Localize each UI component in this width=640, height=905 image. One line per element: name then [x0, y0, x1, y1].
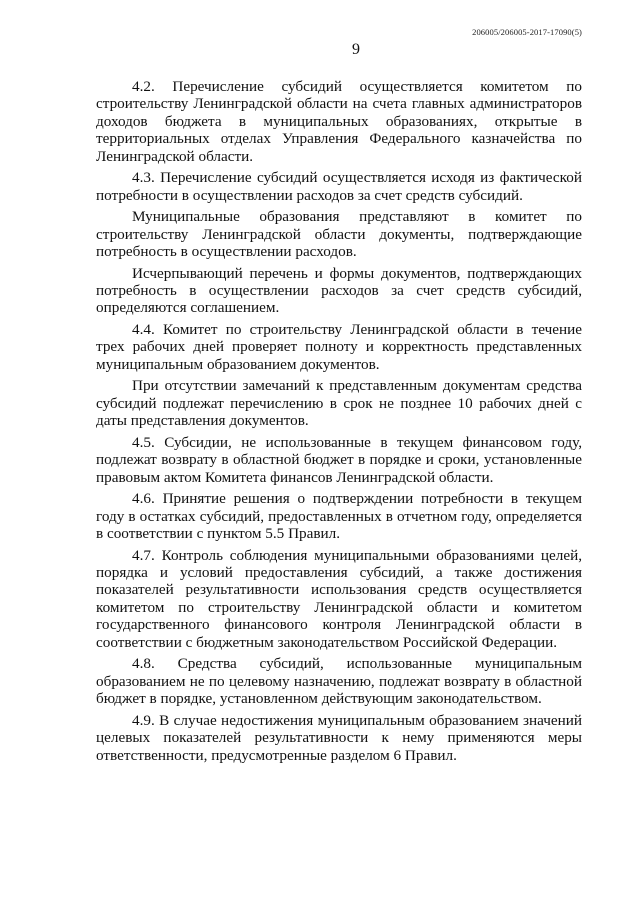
paragraph-municipal-documents: Муниципальные образования представляют в комитет по строительству Ленинградской области документы, подтверждающие потребность в осуществлении расходов. — [96, 208, 582, 261]
paragraph-transfer-deadline: При отсутствии замечаний к представленным документам средства субсидий подлежат перечислению в срок не позднее 10 рабочих дней с даты представления документов. — [96, 377, 582, 430]
paragraph-4-8: 4.8. Средства субсидий, использованные муниципальным образованием не по целевому назначению, подлежат возврату в областной бюджет в порядке, установленном действующим законодательством. — [96, 655, 582, 708]
document-body — [96, 78, 582, 768]
paragraph-4-2: 4.2. Перечисление субсидий осуществляется комитетом по строительству Ленинградской области на счета главных администраторов доходов бюджета в муниципальных образованиях, открытые в территориальных отделах Управления Федерального казначейства по Ленинградской области. — [96, 78, 582, 165]
page-number: 9 — [352, 41, 360, 58]
paragraph-4-5: 4.5. Субсидии, не использованные в текущем финансовом году, подлежат возврату в областной бюджет в порядке и сроки, установленные правовым актом Комитета финансов Ленинградской области. — [96, 433, 582, 486]
paragraph-4-4: 4.4. Комитет по строительству Ленинградской области в течение трех рабочих дней проверяет полноту и корректность представленных муниципальным образованием документов. — [96, 321, 582, 373]
paragraph-4-3: 4.3. Перечисление субсидий осуществляется исходя из фактической потребности в осуществлении расходов за счет средств субсидий. — [96, 169, 582, 204]
paragraph-4-6: 4.6. Принятие решения о подтверждении потребности в текущем году в остатках субсидий, предоставленных в отчетном году, определяется в соответствии с пунктом 5.5 Правил. — [96, 490, 582, 543]
paragraph-documents-list: Исчерпывающий перечень и формы документов, подтверждающих потребность в осуществлении расходов за счет средств субсидий, определяются соглашением. — [96, 264, 582, 317]
paragraph-4-7: 4.7. Контроль соблюдения муниципальными образованиями целей, порядка и условий предоставления субсидий, а также достижения показателей результативности использования средств осуществляется комитетом по строительству Ленинградской области и комитетом государственного финансового контроля Ленинградской области в соответствии с бюджетным законодательством Российской Федерации. — [96, 546, 582, 651]
paragraph-4-9: 4.9. В случае недостижения муниципальным образованием значений целевых показателей результативности к нему применяются меры ответственности, предусмотренные разделом 6 Правил. — [96, 711, 582, 764]
document-code: 206005/206005-2017-17090(5) — [472, 27, 582, 37]
